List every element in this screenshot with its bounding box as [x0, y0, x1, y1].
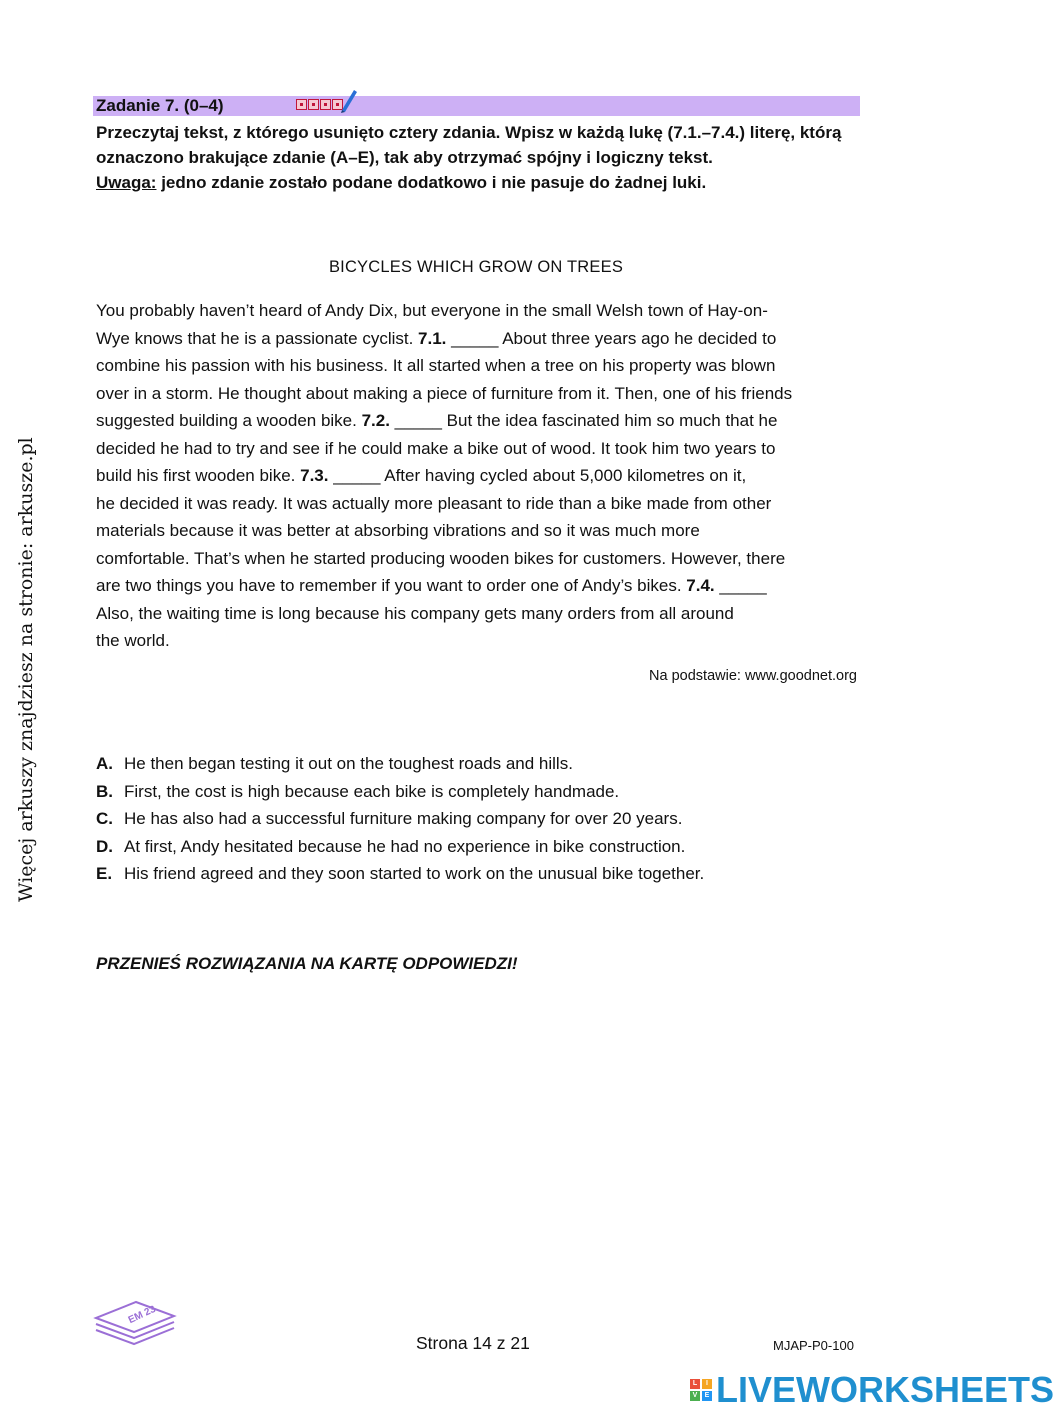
gap-blank-7-1[interactable]: _____ About three years ago he decided to	[446, 328, 777, 348]
option-e	[96, 860, 896, 888]
page-number: Strona 14 z 21	[416, 1333, 530, 1353]
em-logo-icon	[92, 1296, 178, 1346]
option-b	[96, 778, 896, 806]
option-letter: E.	[96, 864, 113, 883]
score-box	[308, 99, 319, 110]
uwaga-label: Uwaga:	[96, 173, 157, 192]
article-passage	[96, 297, 866, 655]
passage-line: combine his passion with his business. It all started when a tree on his property was blown	[96, 356, 776, 375]
passage-line: Also, the waiting time is long because his company gets many orders from all around	[96, 603, 734, 623]
task-title: Zadanie 7. (0–4)	[96, 96, 224, 115]
gap-marker-7-4: 7.4.	[686, 576, 715, 595]
gap-marker-7-1: 7.1.	[418, 328, 447, 348]
option-a	[96, 750, 896, 778]
passage-text: Wye knows that he is a passionate cyclist.	[96, 328, 419, 348]
option-c	[96, 805, 896, 833]
exam-code: MJAP-P0-100	[773, 1338, 854, 1353]
option-text: At first, Andy hesitated because he had no experience in bike construction.	[124, 836, 686, 856]
gap-marker-7-2: 7.2.	[361, 411, 390, 430]
article-title: BICYCLES WHICH GROW ON TREES	[328, 258, 624, 276]
lw-cell: L	[690, 1379, 700, 1389]
passage-line	[96, 462, 866, 490]
instruction-text: Przeczytaj tekst, z którego usunięto cztery zdania. Wpisz w każdą lukę (7.1.–7.4.) literę, którą oznaczono brakujące zdanie (A–E), tak aby otrzymać spójny i logiczny tekst.	[96, 123, 842, 167]
option-d	[96, 833, 896, 861]
gap-marker-7-3: 7.3.	[300, 466, 329, 485]
passage-line: comfortable. That’s when he started producing wooden bikes for customers. However, there	[96, 548, 786, 568]
transfer-note: PRZENIEŚ ROZWIĄZANIA NA KARTĘ ODPOWIEDZI!	[96, 954, 518, 973]
liveworksheets-logo[interactable]	[690, 1369, 1054, 1410]
lw-cell: I	[702, 1379, 712, 1389]
passage-text: suggested building a wooden bike.	[96, 411, 362, 430]
gap-blank-7-2[interactable]: _____ But the idea fascinated him so much that he	[389, 411, 778, 430]
logo-text: EM 23	[126, 1303, 158, 1327]
liveworksheets-grid-icon	[690, 1379, 712, 1401]
passage-line: he decided it was ready. It was actually more pleasant to ride than a bike made from other	[96, 493, 772, 513]
liveworksheets-brand: LIVEWORKSHEETS	[716, 1369, 1054, 1410]
passage-line: decided he had to try and see if he could make a bike out of wood. It took him two years to	[96, 438, 776, 458]
task-instructions	[96, 120, 866, 195]
passage-line	[96, 325, 866, 353]
gap-blank-7-4[interactable]: _____	[714, 576, 767, 595]
lw-cell: E	[702, 1391, 712, 1401]
passage-line: You probably haven’t heard of Andy Dix, but everyone in the small Welsh town of Hay-on-	[96, 301, 768, 320]
passage-text: build his first wooden bike.	[96, 466, 301, 485]
option-text: He has also had a successful furniture making company for over 20 years.	[124, 809, 683, 828]
passage-line	[96, 407, 866, 435]
passage-line: the world.	[96, 631, 170, 650]
passage-line	[96, 572, 866, 600]
passage-line: materials because it was better at absorbing vibrations and so it was much more	[96, 521, 700, 540]
score-box	[296, 99, 307, 110]
uwaga-text: jedno zdanie zostało podane dodatkowo i nie pasuje do żadnej luki.	[161, 173, 707, 192]
lw-cell: V	[690, 1391, 700, 1401]
score-box	[320, 99, 331, 110]
score-boxes	[296, 99, 344, 110]
option-letter: D.	[96, 836, 113, 856]
option-letter: B.	[96, 781, 113, 801]
answer-options	[96, 750, 896, 888]
pen-icon	[338, 86, 360, 114]
passage-text: are two things you have to remember if you want to order one of Andy’s bikes.	[96, 576, 687, 595]
source-citation: Na podstawie: www.goodnet.org	[649, 668, 857, 684]
option-text: He then began testing it out on the toughest roads and hills.	[124, 754, 573, 773]
option-letter: C.	[96, 809, 113, 828]
option-text: His friend agreed and they soon started to work on the unusual bike together.	[124, 864, 705, 883]
gap-blank-7-3[interactable]: _____ After having cycled about 5,000 kilometres on it,	[328, 466, 747, 485]
passage-line: over in a storm. He thought about making a piece of furniture from it. Then, one of his friends	[96, 383, 793, 403]
option-text: First, the cost is high because each bike is completely handmade.	[124, 781, 620, 801]
option-letter: A.	[96, 754, 113, 773]
side-watermark-note: Więcej arkuszy znajdziesz na stronie: arkusze.pl	[15, 437, 37, 902]
